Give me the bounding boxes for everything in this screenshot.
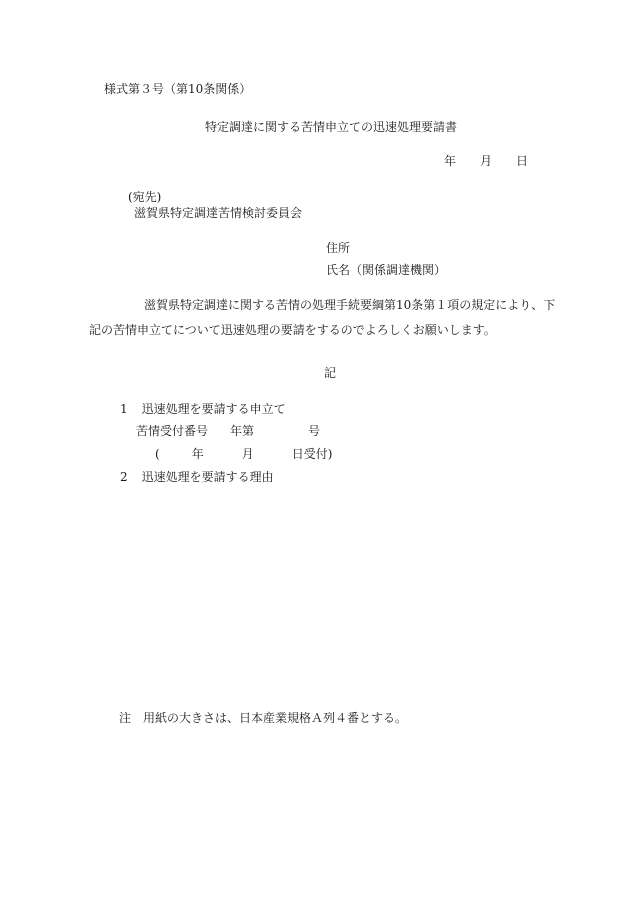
receipt-date-year: 年 [191, 447, 204, 461]
date-day-label: 日 [516, 154, 529, 168]
footnote-text: 用紙の大きさは、日本産業規格Ａ列４番とする。 [143, 711, 408, 725]
form-number: 様式第３号（第10条関係） [104, 82, 252, 96]
address-label: 住所 [326, 241, 351, 255]
footnote [119, 711, 407, 725]
body-text-line-2: 記の苦情申立てについて迅速処理の要請をするのでよろしくお願いします。 [89, 323, 496, 337]
addressee-label: (宛先) [128, 190, 162, 204]
receipt-number-line [136, 424, 320, 438]
receipt-date-month: 月 [241, 447, 254, 461]
date-month-label: 月 [480, 154, 493, 168]
item-1-text: 迅速処理を要請する申立て [141, 402, 286, 416]
receipt-label: 苦情受付番号 [136, 424, 209, 438]
footnote-label: 注 [119, 711, 132, 725]
date-line [444, 154, 528, 168]
document-title: 特定調達に関する苦情申立ての迅速処理要請書 [205, 120, 458, 134]
item-2-number: 2 [120, 470, 128, 484]
ki-heading: 記 [324, 366, 337, 380]
receipt-date-line [155, 447, 332, 461]
item-2-text: 迅速処理を要請する理由 [141, 470, 274, 484]
name-label: 氏名（関係調達機関） [326, 263, 447, 277]
receipt-year: 年第 [230, 424, 255, 438]
item-1 [120, 402, 286, 416]
addressee-name: 滋賀県特定調達苦情検討委員会 [134, 206, 303, 220]
item-1-number: 1 [120, 402, 128, 416]
receipt-open-paren: ( [155, 447, 160, 461]
item-2 [120, 470, 274, 484]
receipt-number-suffix: 号 [308, 424, 321, 438]
receipt-date-day: 日受付) [291, 447, 333, 461]
date-year-label: 年 [444, 154, 457, 168]
body-text-line-1: 滋賀県特定調達に関する苦情の処理手続要綱第10条第１項の規定により、下 [144, 298, 556, 312]
